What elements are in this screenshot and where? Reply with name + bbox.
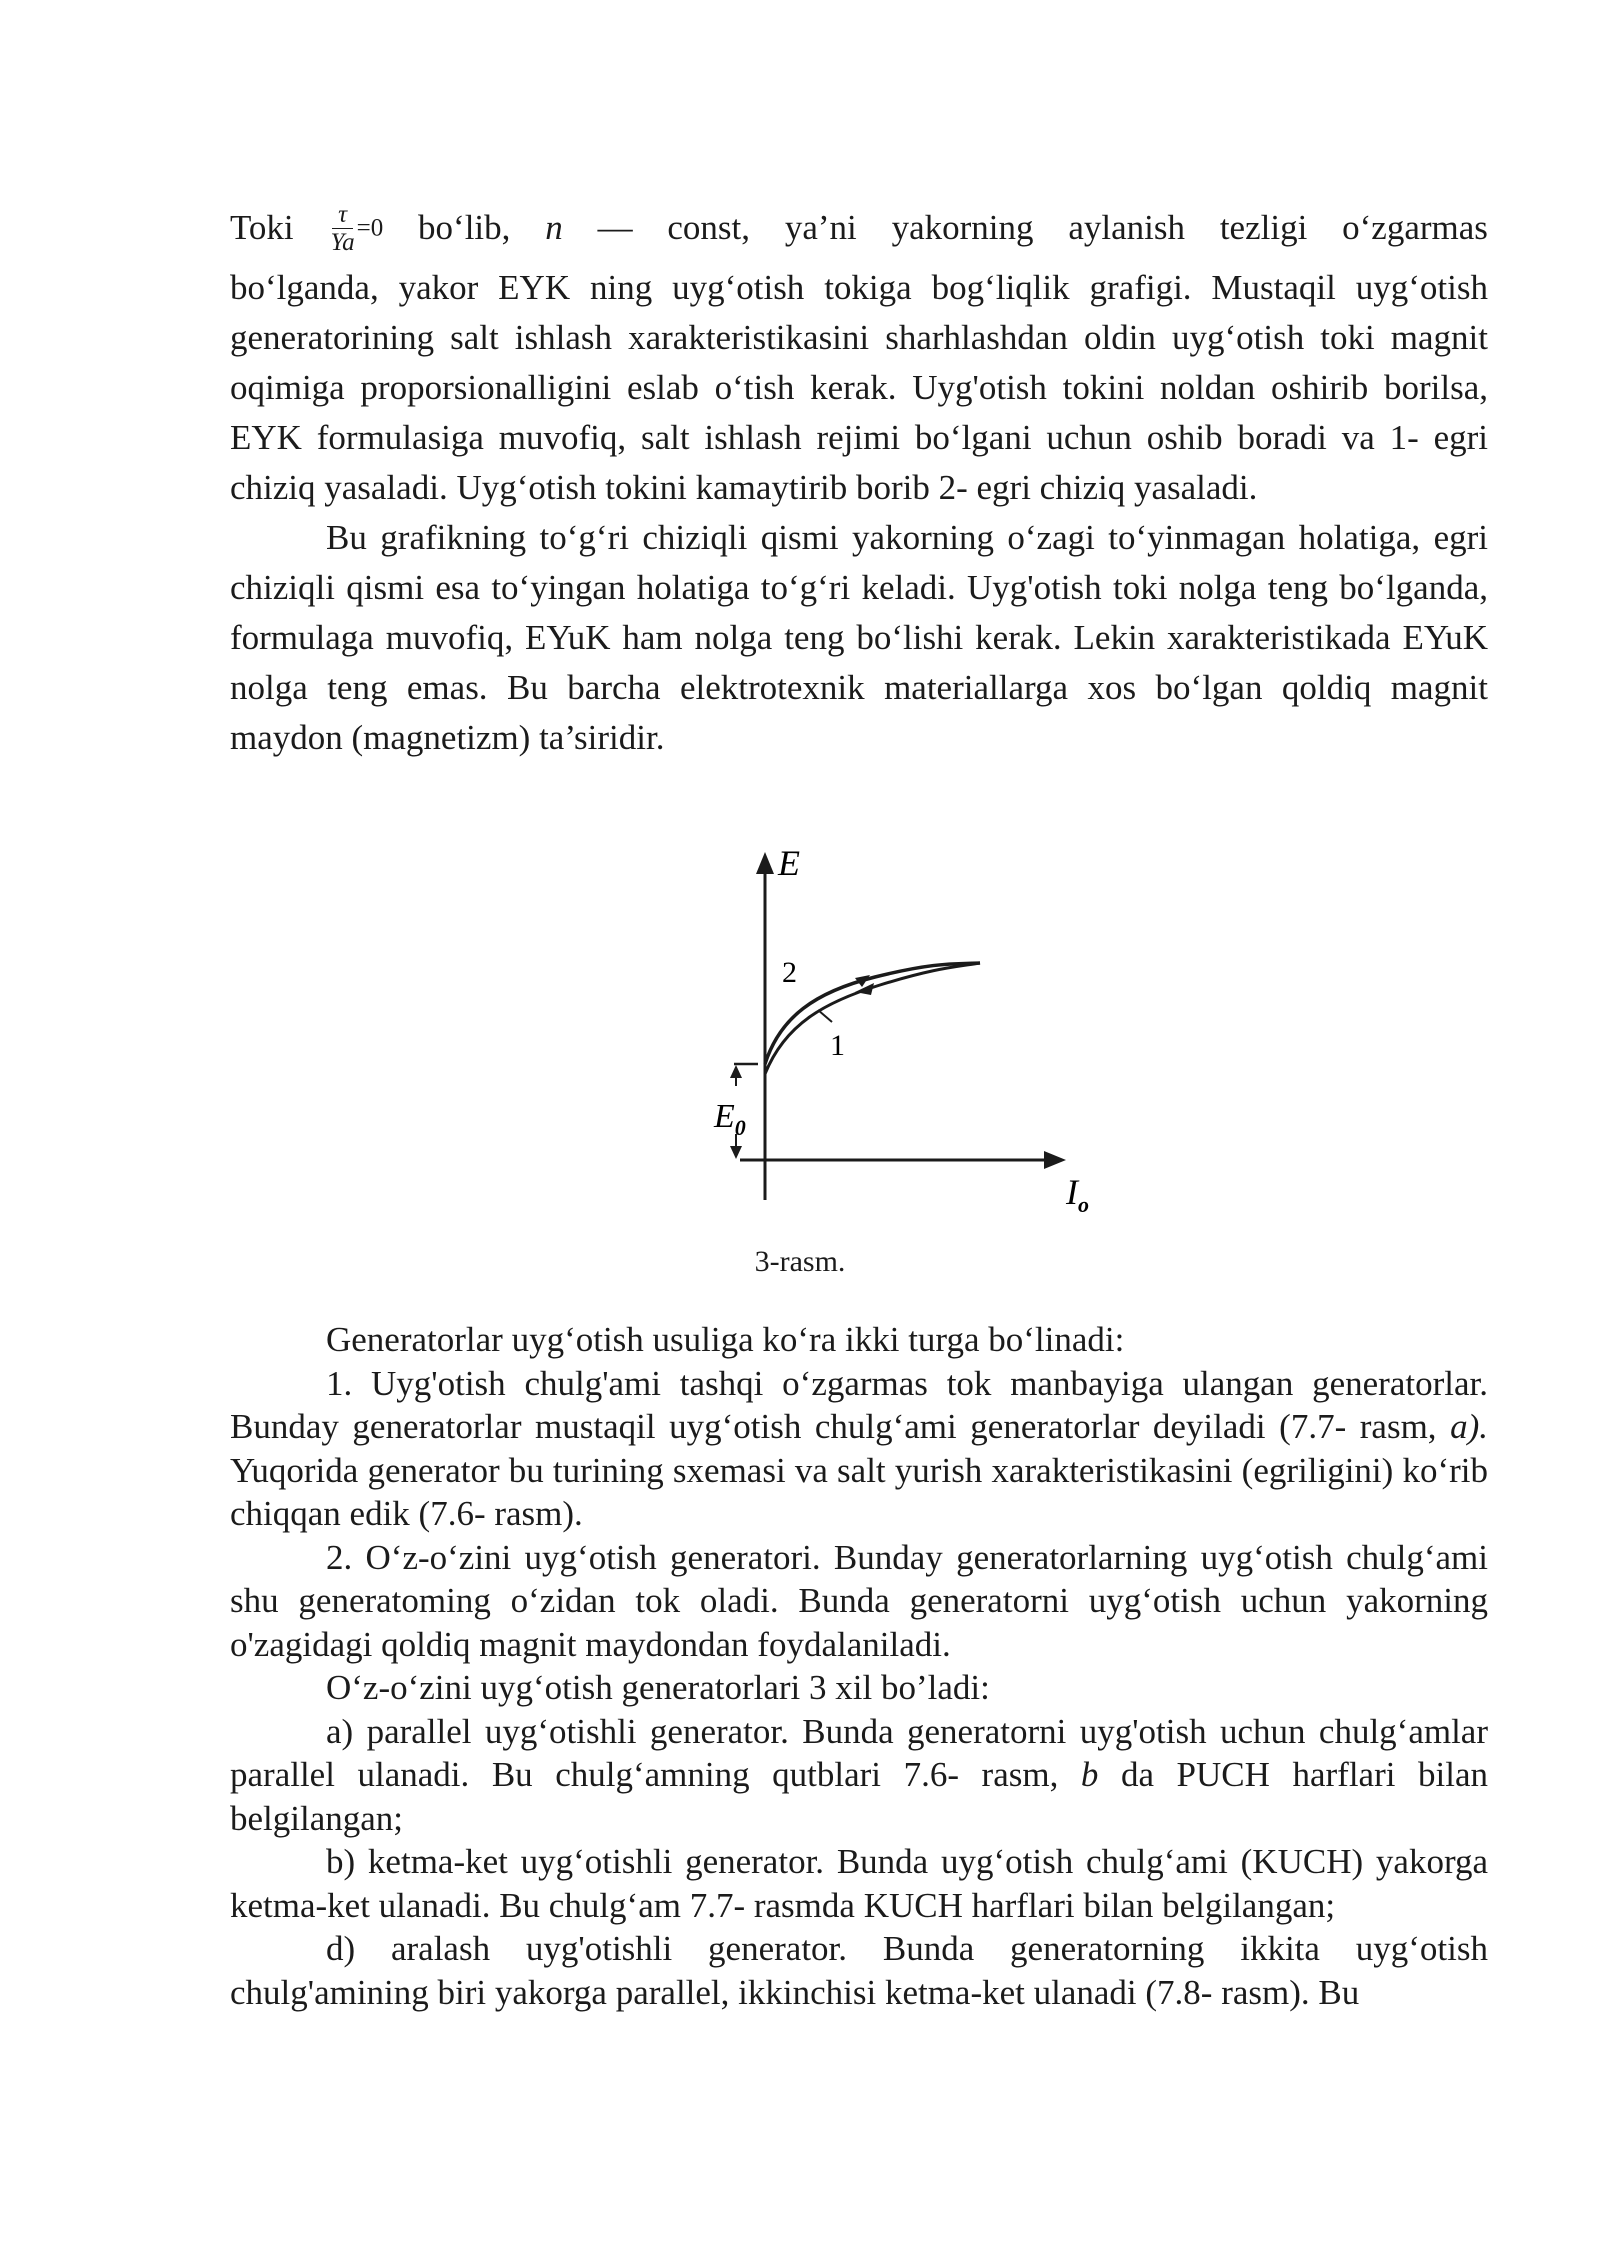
- word: ya’ni: [784, 208, 857, 247]
- paragraph-1-first-line: [230, 193, 1488, 263]
- word: [545, 208, 563, 248]
- fraction-numerator: τ: [332, 201, 353, 229]
- curve-2-label: 2: [782, 956, 797, 989]
- x-axis-label-main: I: [1066, 1172, 1078, 1212]
- e0-arrow-up: [730, 1065, 742, 1078]
- e0-label-sub: 0: [734, 1115, 746, 1140]
- list-item-a-text: a) parallel uyg‘otishli generator. Bunda generatorni uyg'otish uchun chulg‘amlar parallel ulanadi. Bu chulg‘amning qutblari 7.6- rasm,: [230, 1711, 1488, 1794]
- figure-caption: 3-rasm.: [754, 1245, 846, 1278]
- e0-arrow-down: [730, 1146, 742, 1159]
- formula: [329, 201, 384, 256]
- e0-label-main: E: [714, 1098, 735, 1135]
- list-item-a-italic: b: [1080, 1755, 1099, 1794]
- curve-1-label: 1: [830, 1029, 845, 1062]
- word: —: [597, 208, 633, 247]
- list-item-d: d) aralash uyg'otishli generator. Bunda generatorning ikkita uyg‘otish chulg'amining biri yakorga parallel, ikkinchisi ketma-ket ulanadi (7.8- rasm). Bu: [230, 1929, 1488, 2012]
- x-axis-label-sub: o: [1078, 1192, 1089, 1217]
- paragraph-2: Bu grafikning to‘g‘ri chiziqli qismi yakorning o‘zagi to‘yinmagan holatiga, egri chiziqli qismi esa to‘yingan holatiga to‘g‘ri keladi. Uyg'otish toki nolga teng bo‘lganda, formulaga muvofiq, EYuK ham nolga teng bo‘lishi kerak. Lekin xarakteristikada EYuK nolga teng emas. Bu barcha elektrotexnik materiallarga xos bo‘lgan qoldiq magnit maydon (magnetizm) ta’siridir.: [230, 518, 1488, 757]
- fraction: [331, 201, 355, 256]
- e0-label: [713, 1098, 746, 1140]
- y-axis-arrow: [756, 852, 774, 874]
- word: o‘zgarmas: [1342, 208, 1488, 247]
- list-item-1-text: 1. Uyg'otish chulg'ami tashqi o‘zgarmas tok manbayiga ulangan generatorlar. Bunday generatorlar mustaqil uyg‘otish chulg‘ami generatorlar deyiladi (7.7- rasm,: [230, 1363, 1488, 1446]
- word: Toki: [230, 208, 294, 247]
- variable-n: n: [545, 208, 563, 247]
- fraction-denominator: Ya: [330, 228, 355, 256]
- curve-1: [765, 963, 980, 1074]
- word: aylanish: [1068, 208, 1185, 247]
- curve-2: [765, 963, 980, 1064]
- list-item-a-text-end: da PUCH harflari bilan belgilangan;: [230, 1755, 1488, 1838]
- paragraph-3: Generatorlar uyg‘otish usuliga ko‘ra ikki turga bo‘linadi:: [326, 1320, 1125, 1359]
- list-item-b: b) ketma-ket uyg‘otishli generator. Bunda uyg‘otish chulg‘ami (KUCH) yakorga ketma-ket ulanadi. Bu chulg‘am 7.7- rasmda KUCH harflari bilan belgilangan;: [230, 1842, 1488, 1925]
- x-axis-arrow: [1044, 1151, 1066, 1169]
- upper-text: [230, 193, 1488, 763]
- list-item-1: [230, 1362, 1488, 1536]
- x-axis-label: [1065, 1172, 1089, 1217]
- list-item-a: [230, 1710, 1488, 1841]
- y-axis-label: E: [778, 843, 800, 883]
- word: yakorning: [891, 208, 1034, 247]
- lower-text: [230, 1318, 1488, 2014]
- word: const,: [667, 208, 751, 247]
- list-item-2: 2. O‘z-o‘zini uyg‘otish generatori. Bunday generatorlarning uyg‘otish chulg‘ami shu generatoming o‘zidan tok oladi. Bunda generatorni uyg‘otish uchun yakorning o'zagidagi qoldiq magnit maydondan foydalaniladi.: [230, 1537, 1488, 1664]
- excitation-curve-figure: [690, 842, 1130, 1232]
- curve-1-leader: [818, 1010, 832, 1022]
- paragraph-4: O‘z-o‘zini uyg‘otish generatorlari 3 xil bo’ladi:: [326, 1668, 990, 1707]
- word: bo‘lib,: [418, 208, 511, 247]
- word: tezligi: [1219, 208, 1308, 247]
- list-item-1-text-end: Yuqorida generator bu turining sxemasi va salt yurish xarakteristikasini (egriligini) ko‘rib chiqqan edik (7.6- rasm).: [230, 1450, 1488, 1533]
- paragraph-1-rest: bo‘lganda, yakor EYK ning uyg‘otish tokiga bog‘liqlik grafigi. Mustaqil uyg‘otish generatorining salt ishlash xarakteristikasini sharhlashdan oldin uyg‘otish toki magnit oqimiga proporsionalligini eslab o‘tish kerak. Uyg'otish tokini noldan oshirib borilsa, EYK formulasiga muvofiq, salt ishlash rejimi bo‘lgani uchun oshib boradi va 1- egri chiziq yasaladi. Uyg‘otish tokini kamaytirib borib 2- egri chiziq yasaladi.: [230, 268, 1488, 507]
- list-item-1-italic: a).: [1450, 1407, 1488, 1446]
- fraction-equals: =0: [356, 214, 384, 241]
